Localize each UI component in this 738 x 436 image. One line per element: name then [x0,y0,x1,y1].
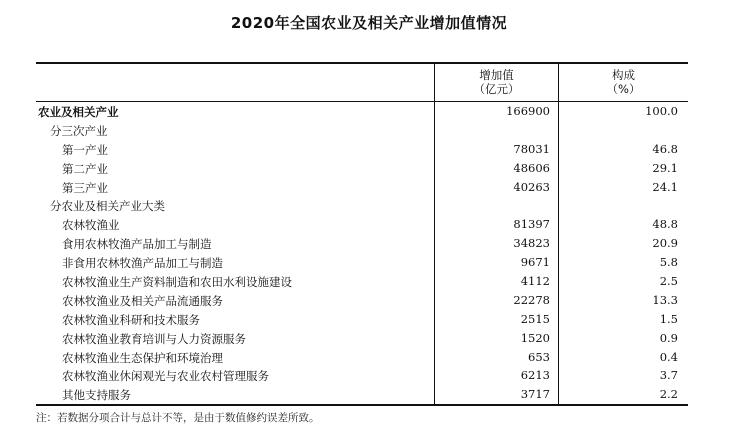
table-header [36,64,688,102]
row-value: 34823 [434,234,558,253]
table-row [36,234,688,253]
header-value-unit: （亿元） [473,82,520,96]
data-table [36,62,688,406]
row-name: 农林牧渔业生态保护和环境治理 [62,350,223,365]
row-name: 农林牧渔业休闲观光与农业农村管理服务 [62,369,269,384]
row-share: 1.5 [558,310,688,329]
header-share-unit: （%） [606,82,641,96]
row-share [558,196,688,215]
row-share: 20.9 [558,234,688,253]
row-name: 其他支持服务 [62,388,131,403]
table-row [36,385,688,404]
row-share: 2.5 [558,272,688,291]
row-share [558,121,688,140]
row-name: 食用农林牧渔产品加工与制造 [62,237,212,252]
row-share: 0.9 [558,329,688,348]
row-name: 农林牧渔业教育培训与人力资源服务 [62,331,246,346]
header-share-label: 构成 [612,68,635,82]
table-row [36,291,688,310]
row-value: 81397 [434,215,558,234]
row-share: 3.7 [558,366,688,385]
row-value: 40263 [434,178,558,197]
table-row-total [36,102,688,121]
row-value: 4112 [434,272,558,291]
row-value: 48606 [434,159,558,178]
table-row [36,329,688,348]
row-share: 2.2 [558,385,688,404]
header-value-cell [434,64,558,101]
row-name: 分农业及相关产业大类 [50,199,165,214]
table-row [36,178,688,197]
row-share: 5.8 [558,253,688,272]
table-row [36,215,688,234]
table-row-section [36,121,688,140]
table-row-section [36,196,688,215]
row-value: 9671 [434,253,558,272]
table-row [36,348,688,367]
row-name: 农林牧渔业及相关产品流通服务 [62,293,223,308]
table-row [36,310,688,329]
row-name: 第三产业 [62,180,108,195]
row-value: 1520 [434,329,558,348]
row-share: 0.4 [558,348,688,367]
table-row [36,253,688,272]
header-blank-cell [36,64,434,101]
row-value: 22278 [434,291,558,310]
row-value: 3717 [434,385,558,404]
table-row [36,366,688,385]
row-value [434,196,558,215]
row-name: 农林牧渔业生产资料制造和农田水利设施建设 [62,275,292,290]
row-name: 农林牧渔业科研和技术服务 [62,312,200,327]
header-value-label: 增加值 [479,68,514,82]
row-name: 非食用农林牧渔产品加工与制造 [62,256,223,271]
row-value: 6213 [434,366,558,385]
row-share: 13.3 [558,291,688,310]
row-name: 第一产业 [62,142,108,157]
table-row [36,272,688,291]
table-row [36,140,688,159]
row-name: 农林牧渔业 [62,218,120,233]
row-value: 653 [434,348,558,367]
row-name: 农业及相关产业 [38,105,119,119]
page-title: 2020年全国农业及相关产业增加值情况 [230,14,508,32]
row-share: 24.1 [558,178,688,197]
row-name: 分三次产业 [50,123,108,138]
row-share: 100.0 [558,102,688,121]
header-share-cell [558,64,688,101]
row-share: 48.8 [558,215,688,234]
footnote: 注：若数据分项合计与总计不等，是由于数值修约误差所致。 [36,412,320,424]
row-value: 2515 [434,310,558,329]
row-share: 46.8 [558,140,688,159]
row-value: 166900 [434,102,558,121]
table-row [36,159,688,178]
row-share: 29.1 [558,159,688,178]
row-value [434,121,558,140]
row-value: 78031 [434,140,558,159]
row-name: 第二产业 [62,161,108,176]
